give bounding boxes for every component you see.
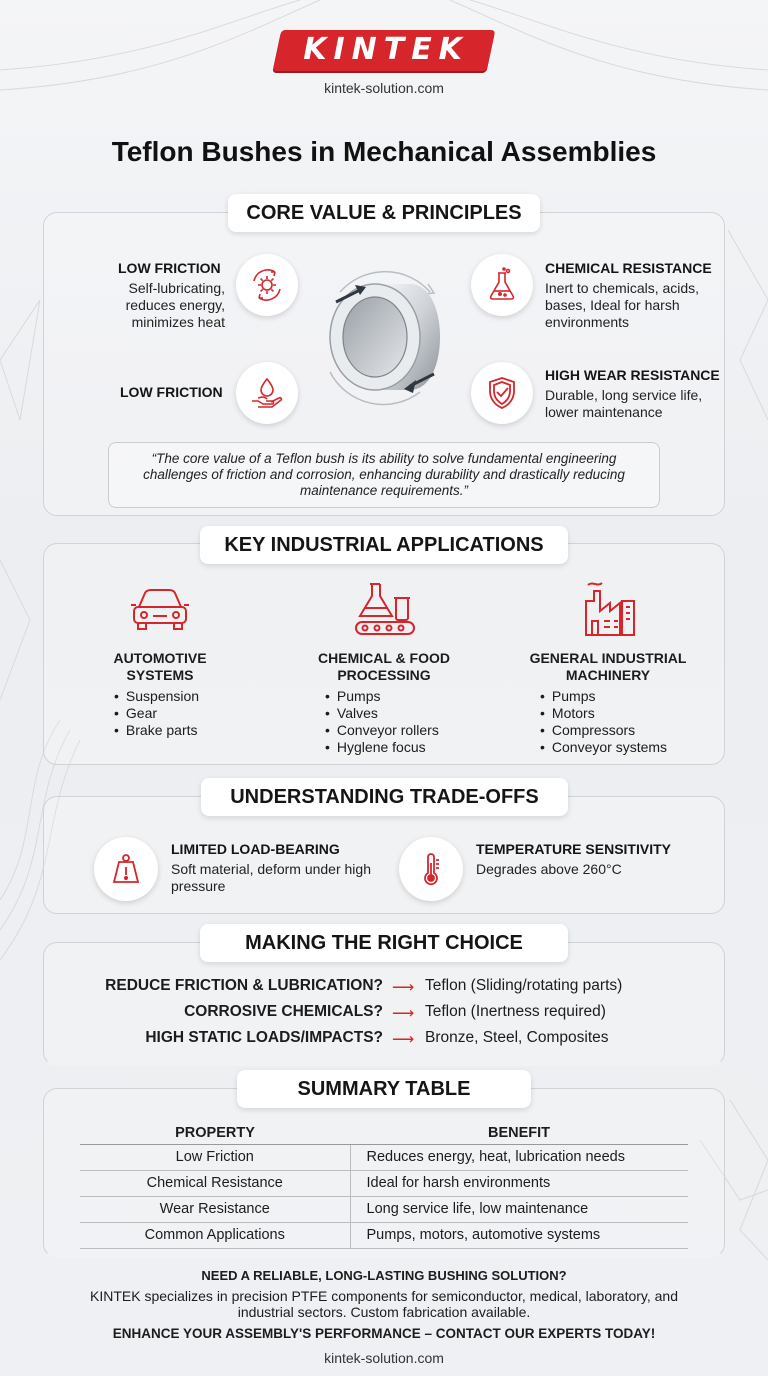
choice-row	[0, 977, 768, 999]
table-cell: Low Friction	[80, 1144, 350, 1170]
feature-title-low-friction-2: LOW FRICTION	[120, 384, 223, 400]
list-item: • Brake parts	[114, 722, 199, 739]
core-section-title: CORE VALUE & PRINCIPLES	[228, 194, 540, 232]
application-list-automotive	[114, 688, 199, 739]
list-item: • Conveyor rollers	[325, 722, 439, 739]
application-list-general-machinery	[540, 688, 667, 756]
tradeoffs-section-title: UNDERSTANDING TRADE-OFFS	[201, 778, 568, 816]
list-item: • Suspension	[114, 688, 199, 705]
site-url-top[interactable]: kintek-solution.com	[324, 80, 444, 96]
list-item: • Hyglene focus	[325, 739, 439, 756]
hand-drop-icon	[236, 362, 298, 424]
arrow-right-icon: ⟶	[392, 1031, 415, 1048]
feature-title-low-friction: LOW FRICTION	[118, 260, 221, 276]
table-cell: Chemical Resistance	[80, 1170, 350, 1196]
table-header-benefit: BENEFIT	[350, 1122, 688, 1144]
arrow-right-icon: ⟶	[392, 979, 415, 996]
lab-conveyor-icon	[352, 580, 418, 638]
choice-row	[0, 1029, 768, 1051]
summary-section-title: SUMMARY TABLE	[237, 1070, 531, 1108]
feature-title-wear-resistance: HIGH WEAR RESISTANCE	[545, 367, 720, 383]
list-item: • Pumps	[325, 688, 439, 705]
core-quote: “The core value of a Teflon bush is its ability to solve fundamental engineering challenges of friction and corrosion, enhancing durability and drastically reducing maintenance requirements.”	[108, 442, 660, 508]
cta-contact-button[interactable]: ENHANCE YOUR ASSEMBLY'S PERFORMANCE – CONTACT OUR EXPERTS TODAY!	[112, 1326, 656, 1341]
table-cell: Wear Resistance	[80, 1196, 350, 1222]
choice-row	[0, 1003, 768, 1025]
choice-section-title: MAKING THE RIGHT CHOICE	[200, 924, 568, 962]
table-cell: Long service life, low maintenance	[350, 1196, 688, 1222]
page-title: Teflon Bushes in Mechanical Assemblies	[111, 136, 657, 167]
gear-cycle-icon	[236, 254, 298, 316]
list-item: • Gear	[114, 705, 199, 722]
choice-question: REDUCE FRICTION & LUBRICATION?	[105, 977, 383, 994]
choice-question: HIGH STATIC LOADS/IMPACTS?	[145, 1029, 383, 1046]
table-row	[80, 1144, 688, 1170]
car-icon	[129, 585, 191, 633]
flask-icon	[471, 254, 533, 316]
summary-table	[80, 1122, 688, 1249]
table-cell: Common Applications	[80, 1222, 350, 1248]
list-item: • Pumps	[540, 688, 667, 705]
application-list-chemical-food	[325, 688, 439, 756]
application-title-automotive: AUTOMOTIVE SYSTEMS	[113, 650, 207, 683]
choice-answer: Teflon (Sliding/rotating parts)	[425, 977, 623, 994]
brand-logo	[0, 30, 768, 71]
table-row	[80, 1170, 688, 1196]
feature-desc-chemical-resistance: Inert to chemicals, acids, bases, Ideal for harsh environments	[545, 280, 700, 330]
site-url-bottom[interactable]: kintek-solution.com	[324, 1350, 444, 1366]
table-row	[80, 1196, 688, 1222]
choice-answer: Teflon (Inertness required)	[425, 1003, 606, 1020]
cta-body: KINTEK specializes in precision PTFE components for semiconductor, medical, laboratory, and industrial sectors. Custom fabrication available.	[90, 1288, 678, 1320]
weight-warning-icon	[94, 837, 158, 901]
list-item: • Motors	[540, 705, 667, 722]
tradeoff-desc-load: Soft material, deform under high pressure	[171, 861, 371, 894]
shield-check-icon	[471, 362, 533, 424]
teflon-bush-illustration	[300, 262, 470, 412]
table-cell: Pumps, motors, automotive systems	[350, 1222, 688, 1248]
thermometer-icon	[399, 837, 463, 901]
feature-title-chemical-resistance: CHEMICAL RESISTANCE	[545, 260, 712, 276]
feature-desc-low-friction: Self-lubricating, reduces energy, minimizes heat	[125, 280, 225, 330]
brand-logo-text: KINTEK	[303, 32, 470, 67]
table-cell: Reduces energy, heat, lubrication needs	[350, 1144, 688, 1170]
feature-desc-wear-resistance: Durable, long service life, lower maintenance	[545, 387, 703, 420]
arrow-right-icon: ⟶	[392, 1005, 415, 1022]
table-row	[80, 1222, 688, 1248]
tradeoff-title-load: LIMITED LOAD-BEARING	[171, 841, 340, 857]
list-item: • Conveyor systems	[540, 739, 667, 756]
table-cell: Ideal for harsh environments	[350, 1170, 688, 1196]
cta-heading: NEED A RELIABLE, LONG-LASTING BUSHING SOLUTION?	[201, 1268, 567, 1283]
list-item: • Compressors	[540, 722, 667, 739]
applications-section-title: KEY INDUSTRIAL APPLICATIONS	[200, 526, 568, 564]
application-title-chemical-food: CHEMICAL & FOOD PROCESSING	[318, 650, 450, 683]
table-header-property: PROPERTY	[80, 1122, 350, 1144]
list-item: • Valves	[325, 705, 439, 722]
application-title-general-machinery: GENERAL INDUSTRIAL MACHINERY	[529, 650, 687, 683]
choice-answer: Bronze, Steel, Composites	[425, 1029, 609, 1046]
factory-icon	[580, 581, 636, 639]
choice-question: CORROSIVE CHEMICALS?	[184, 1003, 383, 1020]
tradeoff-title-temperature: TEMPERATURE SENSITIVITY	[476, 841, 671, 857]
tradeoff-desc-temperature: Degrades above 260°C	[476, 861, 622, 877]
